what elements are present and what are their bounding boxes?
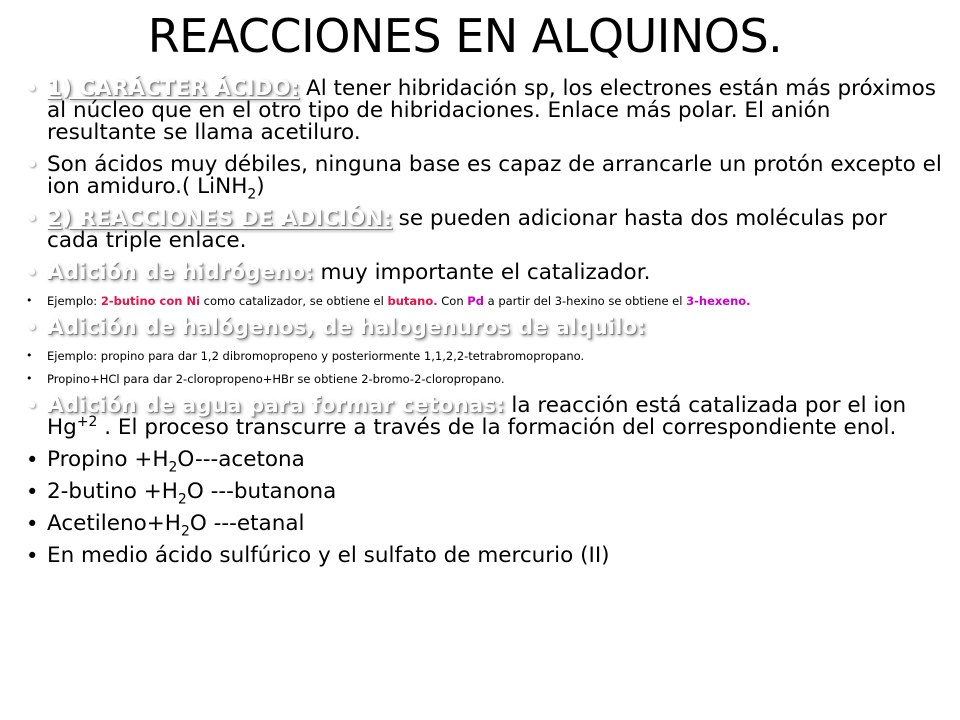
slide-title: REACCIONES EN ALQUINOS.	[147, 9, 783, 63]
hcl-example-text: Propino+HCl para dar 2-cloropropeno+HBr se obtiene 2-bromo-2-cloropropano.	[47, 372, 505, 386]
weak-acids-end: )	[256, 174, 265, 199]
bullet-weak-acids	[22, 152, 942, 203]
bullet-hcl-example	[22, 372, 942, 386]
reaction-pre: Acetileno+H	[47, 511, 181, 536]
bullet-icon: •	[26, 207, 39, 231]
bullet-icon: •	[26, 153, 39, 177]
bullet-icon: •	[26, 261, 39, 285]
reaction-post: O ---etanal	[189, 511, 305, 536]
bullet-halogen-addition	[22, 317, 942, 339]
subscript: 2	[180, 523, 190, 540]
halogen-example-text: Ejemplo: propino para dar 1,2 dibromopropeno y posteriormente 1,1,2,2-tetrabromopropano.	[47, 349, 585, 363]
bullet-icon: •	[26, 394, 39, 418]
bullet-hydrogen-addition	[22, 262, 942, 284]
acid-character-heading: 1) CARÁCTER ÁCIDO:	[47, 76, 300, 101]
hydrogen-addition-heading: Adición de hidrógeno:	[47, 260, 314, 285]
example-highlight-hexeno: 3-hexeno.	[686, 294, 751, 308]
bullet-icon: •	[26, 448, 39, 472]
hydrogen-addition-text: muy importante el catalizador.	[313, 260, 651, 285]
subscript: 2	[168, 459, 178, 476]
example-highlight-pd: Pd	[467, 294, 484, 308]
acid-character-text: Al tener hibridación sp, los electrones están más próximos al núcleo que en el otro tipo de hibridaciones. Enlace más polar. El anión resultante se llama acetiluro.	[47, 76, 936, 145]
bullet-acetileno-etanal	[22, 511, 942, 540]
bullet-propino-acetona	[22, 447, 942, 476]
addition-reactions-heading: 2) REACCIONES DE ADICIÓN:	[47, 206, 392, 231]
example-text-3: Con	[437, 294, 468, 308]
bullet-butino-butanona	[22, 479, 942, 508]
example-highlight-butino: 2-butino con Ni	[100, 294, 201, 308]
bullet-icon: •	[26, 294, 33, 307]
example-highlight-butano: butano.	[387, 294, 438, 308]
bullet-icon: •	[26, 544, 39, 568]
reaction-pre: Propino +H	[47, 447, 169, 472]
bullet-icon: •	[26, 316, 39, 340]
bullet-hydrogen-example	[22, 294, 942, 308]
bullet-icon: •	[26, 512, 39, 536]
bullet-addition-reactions	[22, 208, 942, 252]
bullet-list	[22, 78, 942, 577]
bullet-acid-character	[22, 78, 942, 144]
example-text-2: como catalizador, se obtiene el	[200, 294, 388, 308]
sulfuric-acid-text: En medio ácido sulfúrico y el sulfato de mercurio (II)	[47, 543, 610, 568]
bullet-icon: •	[26, 77, 39, 101]
addition-reactions-text: se pueden adicionar hasta dos moléculas por cada triple enlace.	[47, 206, 887, 253]
bullet-water-addition	[22, 395, 942, 439]
subscript: 2	[247, 186, 257, 203]
subscript: 2	[177, 491, 187, 508]
superscript: +2	[76, 413, 98, 430]
example-text-4: a partir del 3-hexino se obtiene el	[483, 294, 687, 308]
bullet-icon: •	[26, 349, 33, 362]
water-addition-heading: Adición de agua para formar cetonas:	[47, 393, 505, 418]
bullet-icon: •	[26, 372, 33, 385]
water-addition-end: . El proceso transcurre a través de la formación del correspondiente enol.	[97, 415, 897, 440]
weak-acids-text: Son ácidos muy débiles, ninguna base es capaz de arrancarle un protón excepto el ion amiduro.( LiNH	[47, 152, 942, 199]
water-addition-text: la reacción está catalizada por el ion Hg	[47, 393, 907, 440]
bullet-halogen-example	[22, 349, 942, 363]
bullet-sulfuric-acid	[22, 545, 942, 567]
bullet-icon: •	[26, 480, 39, 504]
example-text-1: Ejemplo:	[47, 294, 101, 308]
reaction-post: O ---butanona	[186, 479, 337, 504]
reaction-pre: 2-butino +H	[47, 479, 178, 504]
halogen-addition-heading: Adición de halógenos, de halogenuros de alquilo:	[47, 315, 646, 340]
reaction-post: O---acetona	[177, 447, 305, 472]
